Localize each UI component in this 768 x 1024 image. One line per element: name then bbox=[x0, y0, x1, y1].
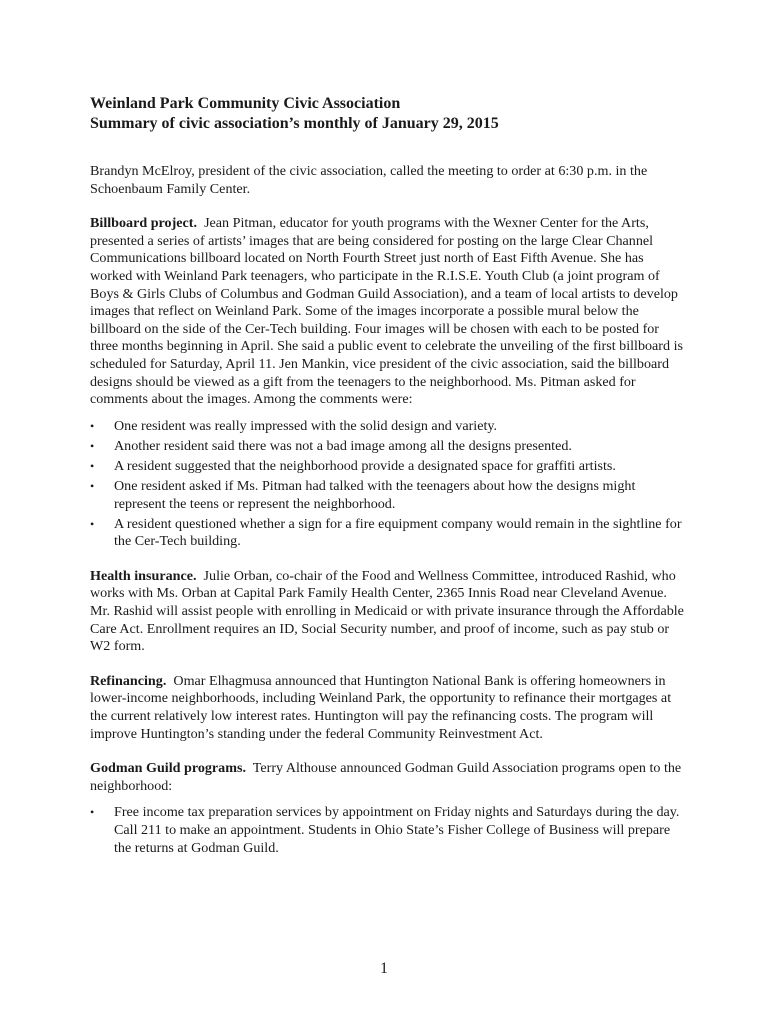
bullet-marker: • bbox=[90, 479, 95, 493]
health-heading: Health insurance. bbox=[90, 567, 197, 584]
godman-programs-list bbox=[90, 804, 686, 857]
bullet-marker: • bbox=[90, 438, 95, 453]
refinancing-body: Omar Elhagmusa announced that Huntington National Bank is offering homeowners in lower-income neighborhoods, including Weinland Park, the opportunity to refinance their mortgages at the current relatively low interest rates. Huntington will pay the refinancing costs. The program will improve Huntington’s standing under the federal Community Reinvestment Act. bbox=[90, 672, 672, 742]
list-item-text: A resident questioned whether a sign for a fire equipment company would remain in the sightline for the Cer-Tech building. bbox=[114, 515, 682, 550]
health-body: Julie Orban, co-chair of the Food and Wellness Committee, introduced Rashid, who works with Ms. Orban at Capital Park Family Health Center, 2365 Innis Road near Cleveland Avenue. Mr. Rashid will assist people with enrolling in Medicaid or with private insurance through the Affordable Care Act. Enrollment requires an ID, Social Security number, and proof of income, such as pay stub or W2 form. bbox=[90, 567, 684, 655]
list-item bbox=[90, 458, 686, 476]
billboard-heading: Billboard project. bbox=[90, 215, 198, 232]
list-item-text: One resident was really impressed with the solid design and variety. bbox=[114, 417, 498, 434]
bullet-marker: • bbox=[90, 516, 95, 531]
billboard-paragraph bbox=[90, 215, 686, 409]
billboard-comments-list bbox=[90, 418, 686, 551]
list-item bbox=[90, 804, 686, 857]
list-item bbox=[90, 516, 686, 551]
list-item bbox=[90, 438, 686, 456]
list-item bbox=[90, 478, 686, 513]
document-title: Weinland Park Community Civic Association bbox=[90, 95, 401, 112]
godman-paragraph bbox=[90, 760, 686, 795]
godman-body: Terry Althouse announced Godman Guild Association programs open to the neighborhood: bbox=[90, 760, 682, 794]
list-item-text: Another resident said there was not a bad image among all the designs presented. bbox=[114, 437, 572, 454]
bullet-marker: • bbox=[90, 458, 95, 473]
refinancing-heading: Refinancing. bbox=[90, 672, 167, 689]
list-item-text: One resident asked if Ms. Pitman had talked with the teenagers about how the designs might represent the teens or represent the neighborhood. bbox=[114, 478, 636, 512]
bullet-marker: • bbox=[90, 805, 95, 820]
list-item-text: A resident suggested that the neighborhood provide a designated space for graffiti artists. bbox=[114, 457, 616, 474]
refinancing-paragraph bbox=[90, 673, 686, 743]
intro-paragraph: Brandyn McElroy, president of the civic association, called the meeting to order at 6:30 p.m. in the Schoenbaum Family Center. bbox=[90, 163, 648, 197]
list-item-text: Free income tax preparation services by appointment on Friday nights and Saturdays during the day. Call 211 to make an appointment. Students in Ohio State’s Fisher College of Business will prepare the returns at Godman Guild. bbox=[114, 804, 680, 856]
health-paragraph bbox=[90, 568, 686, 656]
document-content bbox=[90, 94, 686, 860]
billboard-body: Jean Pitman, educator for youth programs with the Wexner Center for the Arts, presented a series of artists’ images that are being considered for posting on the large Clear Channel Communications billboard located on North Fourth Street just north of East Fifth Avenue. She has worked with Weinland Park teenagers, who participate in the R.I.S.E. Youth Club (a joint program of Boys & Girls Clubs of Columbus and Godman Guild Association), and a team of local artists to develop images that reflect on Weinland Park. Some of the images incorporate a possible mural below the billboard on the side of the Cer-Tech building. Four images will be chosen with each to be posted for three months beginning in April. She said a public event to celebrate the unveiling of the first billboard is scheduled for Saturday, April 11. Jen Mankin, vice president of the civic association, said the billboard designs should be viewed as a gift from the teenagers to the neighborhood. Ms. Pitman asked for comments about the images. Among the comments were: bbox=[90, 215, 683, 408]
bullet-marker: • bbox=[90, 418, 95, 433]
godman-heading: Godman Guild programs. bbox=[90, 760, 246, 777]
document-subtitle: Summary of civic association’s monthly of January 29, 2015 bbox=[90, 115, 499, 132]
list-item bbox=[90, 418, 686, 436]
page-number: 1 bbox=[380, 960, 388, 977]
